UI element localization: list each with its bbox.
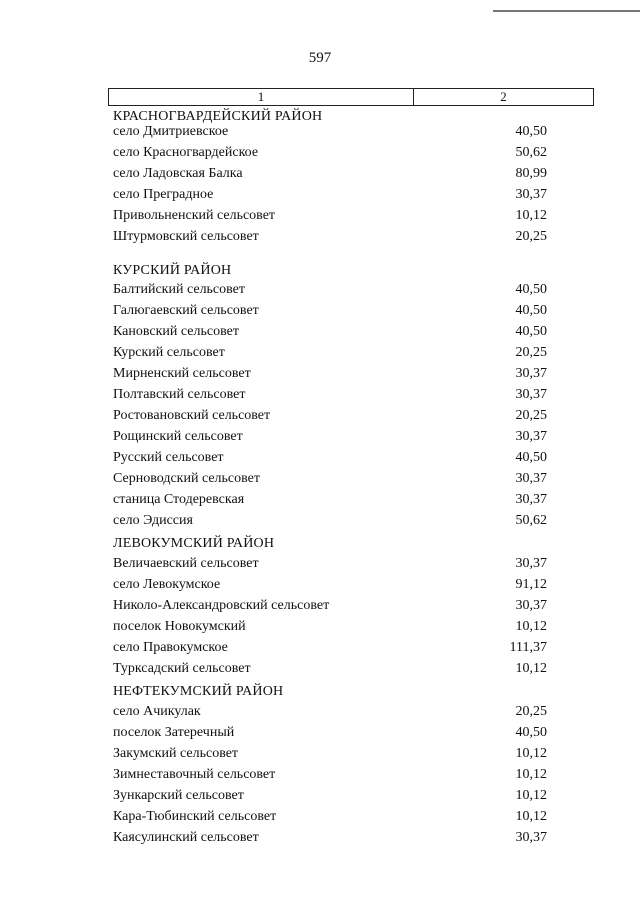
- settlement-name: Балтийский сельсовет: [113, 282, 246, 297]
- settlement-value: 10,12: [515, 767, 547, 782]
- table-row: [113, 185, 547, 205]
- table-row: [113, 364, 547, 384]
- settlement-value: 30,37: [515, 598, 547, 613]
- settlement-value: 20,25: [515, 704, 547, 719]
- district-title: НЕФТЕКУМСКИЙ РАЙОН: [113, 684, 284, 699]
- settlement-value: 40,50: [515, 725, 547, 740]
- settlement-name: Закумский сельсовет: [113, 746, 239, 761]
- table-row: [113, 828, 547, 848]
- settlement-value: 20,25: [515, 408, 547, 423]
- settlement-value: 20,25: [515, 229, 547, 244]
- settlement-value: 30,37: [515, 830, 547, 845]
- settlement-value: 10,12: [515, 661, 547, 676]
- settlement-name: Зункарский сельсовет: [113, 788, 244, 803]
- settlement-value: 91,12: [515, 577, 547, 592]
- table-row: [113, 786, 547, 806]
- table-row: [113, 617, 547, 637]
- table-row: [113, 301, 547, 321]
- table-row: [113, 143, 547, 163]
- settlement-value: 30,37: [515, 471, 547, 486]
- settlement-value: 111,37: [509, 640, 547, 655]
- settlement-name: село Преградное: [113, 187, 214, 202]
- table-row: [113, 227, 547, 247]
- settlement-name: станица Стодеревская: [113, 492, 245, 507]
- table-row: [113, 122, 547, 142]
- settlement-name: село Ладовская Балка: [113, 166, 243, 181]
- settlement-name: Величаевский сельсовет: [113, 556, 259, 571]
- table-row: [113, 280, 547, 300]
- district-title: ЛЕВОКУМСКИЙ РАЙОН: [113, 536, 275, 551]
- table-header-col1: 1: [257, 89, 265, 104]
- settlement-value: 30,37: [515, 429, 547, 444]
- settlement-name: Кара-Тюбинский сельсовет: [113, 809, 277, 824]
- settlement-name: Русский сельсовет: [113, 450, 224, 465]
- table-row: [113, 659, 547, 679]
- settlement-name: село Дмитриевское: [113, 124, 229, 139]
- table-row: [113, 385, 547, 405]
- settlement-name: Привольненский сельсовет: [113, 208, 276, 223]
- settlement-value: 40,50: [515, 124, 547, 139]
- settlement-name: село Ачикулак: [113, 704, 201, 719]
- settlement-name: село Правокумское: [113, 640, 228, 655]
- settlement-name: Галюгаевский сельсовет: [113, 303, 259, 318]
- table-row: [113, 744, 547, 764]
- settlement-value: 50,62: [515, 513, 547, 528]
- table-row: [113, 511, 547, 531]
- settlement-name: Мирненский сельсовет: [113, 366, 251, 381]
- settlement-name: Николо-Александровский сельсовет: [113, 598, 330, 613]
- table-row: [113, 448, 547, 468]
- table-row: [113, 554, 547, 574]
- table-row: [113, 469, 547, 489]
- page-number: 597: [308, 50, 332, 66]
- settlement-name: Курский сельсовет: [113, 345, 225, 360]
- settlement-value: 40,50: [515, 324, 547, 339]
- settlement-value: 40,50: [515, 282, 547, 297]
- settlement-value: 10,12: [515, 788, 547, 803]
- settlement-value: 80,99: [515, 166, 547, 181]
- settlement-name: Штурмовский сельсовет: [113, 229, 259, 244]
- settlement-value: 10,12: [515, 208, 547, 223]
- settlement-name: село Эдиссия: [113, 513, 193, 528]
- table-row: [113, 638, 547, 658]
- table-row: [113, 490, 547, 510]
- settlement-value: 50,62: [515, 145, 547, 160]
- settlement-name: поселок Новокумский: [113, 619, 246, 634]
- settlement-name: Зимнеставочный сельсовет: [113, 767, 276, 782]
- settlement-name: село Красногвардейское: [113, 145, 259, 160]
- settlement-name: Полтавский сельсовет: [113, 387, 246, 402]
- settlement-name: Кановский сельсовет: [113, 324, 239, 339]
- table-row: [113, 427, 547, 447]
- district-title: КУРСКИЙ РАЙОН: [113, 263, 232, 278]
- settlement-value: 40,50: [515, 450, 547, 465]
- settlement-value: 10,12: [515, 619, 547, 634]
- district-title: КРАСНОГВАРДЕЙСКИЙ РАЙОН: [113, 109, 323, 124]
- settlement-name: Каясулинский сельсовет: [113, 830, 259, 845]
- table-row: [113, 406, 547, 426]
- settlement-name: Рощинский сельсовет: [113, 429, 243, 444]
- table-row: [113, 596, 547, 616]
- table-row: [113, 575, 547, 595]
- settlement-value: 40,50: [515, 303, 547, 318]
- table-row: [113, 206, 547, 226]
- table-header: [108, 88, 594, 106]
- settlement-value: 30,37: [515, 492, 547, 507]
- settlement-value: 30,37: [515, 556, 547, 571]
- settlement-name: Ростовановский сельсовет: [113, 408, 271, 423]
- settlement-name: поселок Затеречный: [113, 725, 235, 740]
- settlement-value: 10,12: [515, 746, 547, 761]
- table-row: [113, 322, 547, 342]
- settlement-value: 30,37: [515, 387, 547, 402]
- table-row: [113, 765, 547, 785]
- settlement-value: 30,37: [515, 187, 547, 202]
- table-header-col2: 2: [500, 89, 507, 104]
- settlement-name: село Левокумское: [113, 577, 221, 592]
- settlement-name: Турксадский сельсовет: [113, 661, 251, 676]
- settlement-value: 10,12: [515, 809, 547, 824]
- table-row: [113, 164, 547, 184]
- table-row: [113, 702, 547, 722]
- settlement-value: 20,25: [515, 345, 547, 360]
- table-row: [113, 343, 547, 363]
- settlement-value: 30,37: [515, 366, 547, 381]
- scan-corner-rule: [493, 10, 640, 12]
- table-row: [113, 723, 547, 743]
- settlement-name: Серноводский сельсовет: [113, 471, 260, 486]
- table-row: [113, 807, 547, 827]
